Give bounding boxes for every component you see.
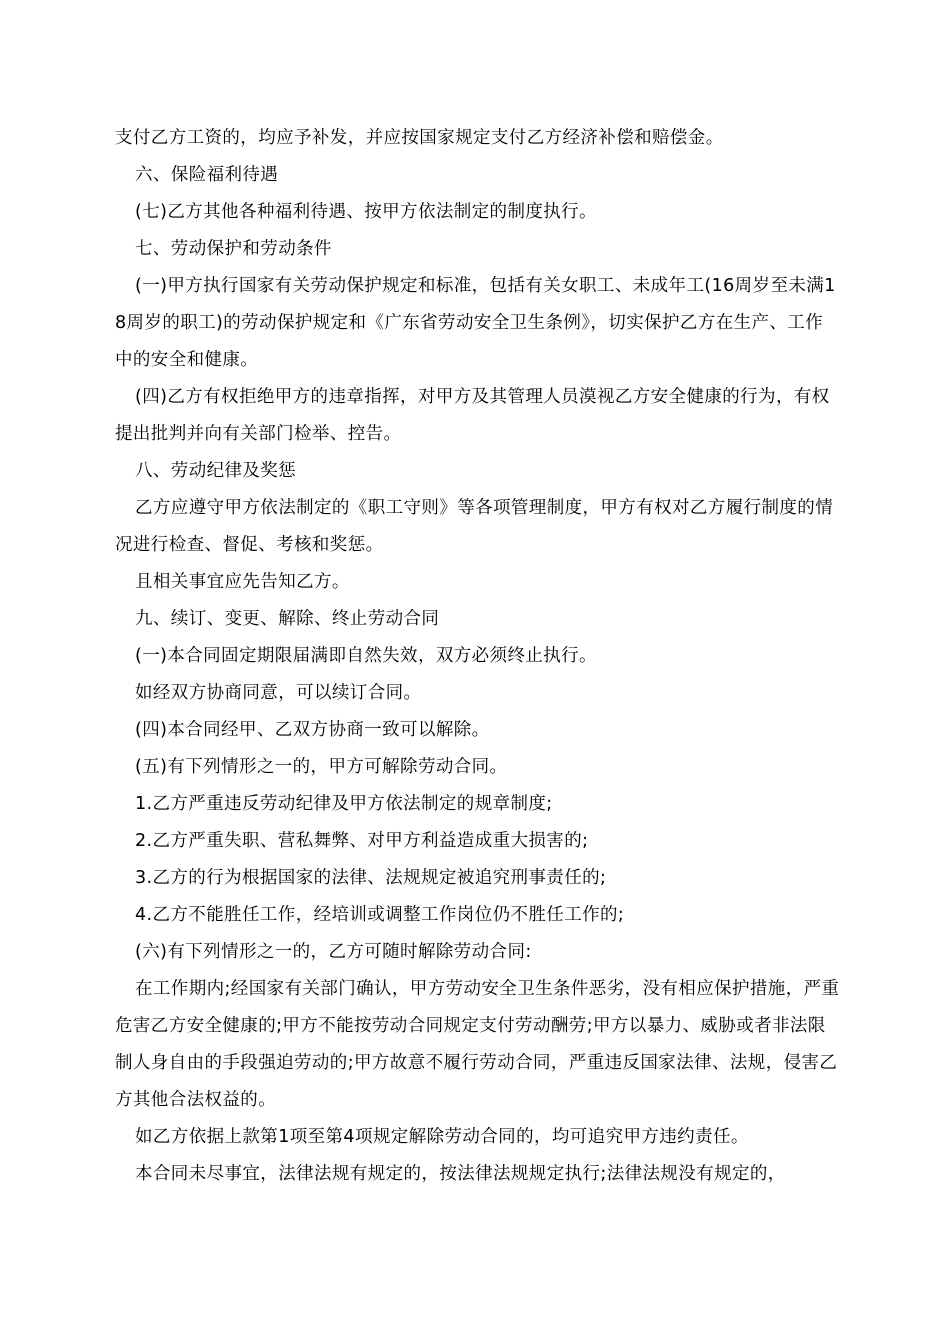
paragraph-term-expiry: (一)本合同固定期限届满即自然失效，双方必须终止执行。 xyxy=(135,646,597,666)
paragraph-refuse-violations: (四)乙方有权拒绝甲方的违章指挥，对甲方及其管理人员漠视乙方安全健康的行为，有权提出批判并向有关部门检举、控告。 xyxy=(115,387,830,444)
document-body xyxy=(115,120,840,1193)
paragraph-notify-party-b: 且相关事宜应先告知乙方。 xyxy=(135,572,350,592)
paragraph-party-b-termination-cases: (六)有下列情形之一的，乙方可随时解除劳动合同: xyxy=(135,942,532,962)
section-heading-labor-protection: 七、劳动保护和劳动条件 xyxy=(135,239,332,259)
section-heading-discipline: 八、劳动纪律及奖惩 xyxy=(135,461,297,481)
paragraph-party-b-termination-details: 在工作期内;经国家有关部门确认，甲方劳动安全卫生条件恶劣，没有相应保护措施，严重危害乙方安全健康的;甲方不能按劳动合同规定支付劳动酬劳;甲方以暴力、威胁或者非法限制人身自由的手段强迫劳动的;甲方故意不履行劳动合同，严重违反国家法律、法规，侵害乙方其他合法权益的。 xyxy=(115,979,840,1110)
section-heading-contract-termination: 九、续订、变更、解除、终止劳动合同 xyxy=(135,609,440,629)
paragraph-renewal: 如经双方协商同意，可以续订合同。 xyxy=(135,683,422,703)
section-heading-insurance-welfare: 六、保险福利待遇 xyxy=(135,165,279,185)
paragraph-staff-rules: 乙方应遵守甲方依法制定的《职工守则》等各项管理制度，甲方有权对乙方履行制度的情况进行检查、督促、考核和奖惩。 xyxy=(115,498,834,555)
paragraph-labor-protection-standards: (一)甲方执行国家有关劳动保护规定和标准，包括有关女职工、未成年工(16周岁至未满18周岁的职工)的劳动保护规定和《广东省劳动安全卫生条例》，切实保护乙方在生产、工作中的安全和健康。 xyxy=(115,276,836,370)
paragraph-party-a-termination-cases: (五)有下列情形之一的，甲方可解除劳动合同。 xyxy=(135,757,508,777)
paragraph-payment-compensation: 支付乙方工资的，均应予补发，并应按国家规定支付乙方经济补偿和赔偿金。 xyxy=(115,128,724,148)
list-item-case-2: 2.乙方严重失职、营私舞弊、对甲方利益造成重大损害的; xyxy=(135,831,589,851)
paragraph-unresolved-matters: 本合同未尽事宜，法律法规有规定的，按法律法规规定执行;法律法规没有规定的， xyxy=(135,1164,786,1184)
paragraph-mutual-termination: (四)本合同经甲、乙双方协商一致可以解除。 xyxy=(135,720,490,740)
list-item-case-3: 3.乙方的行为根据国家的法律、法规规定被追究刑事责任的; xyxy=(135,868,607,888)
list-item-case-1: 1.乙方严重违反劳动纪律及甲方依法制定的规章制度; xyxy=(135,794,553,814)
paragraph-breach-liability: 如乙方依据上款第1项至第4项规定解除劳动合同的，均可追究甲方违约责任。 xyxy=(135,1127,749,1147)
list-item-case-4: 4.乙方不能胜任工作，经培训或调整工作岗位仍不胜任工作的; xyxy=(135,905,625,925)
paragraph-other-welfare: (七)乙方其他各种福利待遇、按甲方依法制定的制度执行。 xyxy=(135,202,597,222)
